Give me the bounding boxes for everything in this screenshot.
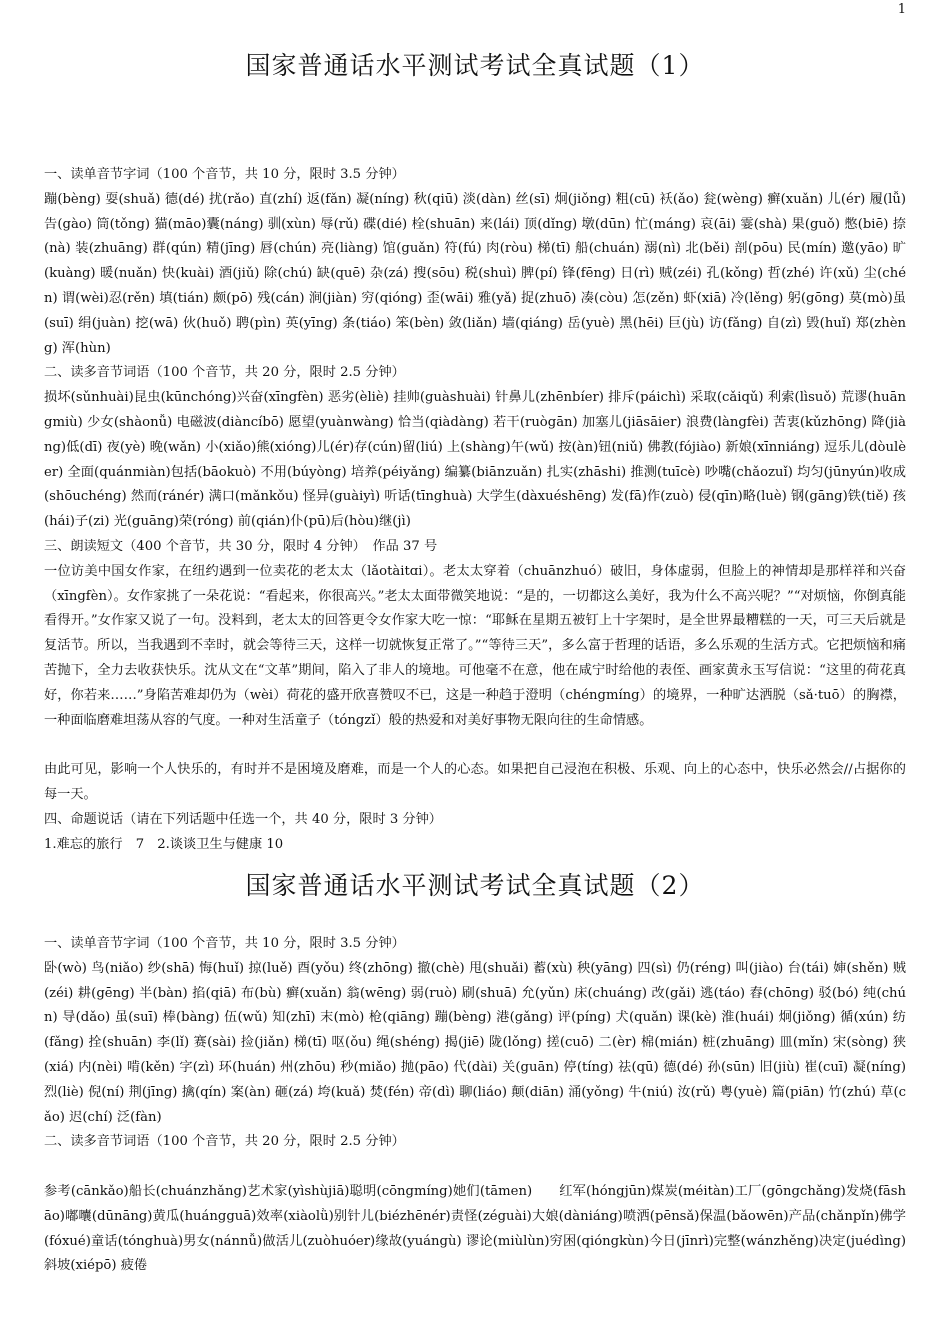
exam-1-body [44,163,906,857]
paragraph-gap [44,1155,906,1180]
paragraph-gap [44,733,906,758]
exam-2-body [44,932,906,1279]
exam-1-section-3-passage-end: 由此可见，影响一个人快乐的，有时并不是困境及磨难，而是一个人的心态。如果把自己浸泡在积极、乐观、向上的心态中，快乐必然会//占据你的每一天。 [44,762,906,802]
exam-1-section-3-heading: 三、朗读短文（400 个音节，共 30 分，限时 4 分钟） 作品 37 号 [44,538,438,554]
page-number: 1 [897,2,906,17]
exam-1-section-2-words: 损坏(sǔnhuài)昆虫(kūnchóng)兴奋(xīngfèn) 恶劣(èliè) 挂帅(guàshuài) 针鼻儿(zhēnbíer) 排斥(páichì) 采取(cǎiqǔ) 利索(lìsuǒ) 荒谬(huāngmiù) 少女(shàonǚ) 电磁波(diàncíbō) 愿望(yuànwàng) 恰当(qiàdàng) 若干(ruògān) 加塞儿(jiāsāier) 浪费(làngfèi) 苦衷(kǔzhōng) 降(jiàng)低(dī) 夜(yè) 晚(wǎn) 小(xiǎo)熊(xióng)儿(ér)存(cún)留(liú) 上(shàng)午(wǔ) 按(àn)钮(niǔ) 佛教(fójiào) 新娘(xīnniáng) 逗乐儿(dòulèer) 全面(quánmiàn)包括(bāokuò) 不用(búyòng) 培养(péiyǎng) 编纂(biānzuǎn) 扎实(zhāshi) 推测(tuīcè) 吵嘴(chǎozuǐ) 均匀(jūnyún)收成(shōuchéng) 然而(ránér) 满口(mǎnkǒu) 怪异(guàiyì) 听话(tīnghuà) 大学生(dàxuéshēng) 发(fā)作(zuò) 侵(qīn)略(luè) 钢(gāng)铁(tiě) 孩(hái)子(zi) 光(guāng)荣(róng) 前(qián)仆(pū)后(hòu)继(jì) [44,390,906,530]
exam-2-section-2-words: 参考(cānkǎo)船长(chuánzhǎng)艺术家(yìshùjiā)聪明(cōngmíng)她们(tāmen) 红军(hóngjūn)煤炭(méitàn)工厂(gōngchǎng)发烧(fāshāo)嘟囔(dūnāng)黄瓜(huángguā)效率(xiàolǜ)别针儿(biézhēnér)责怪(zéguài)大娘(dàniáng)喷洒(pēnsǎ)保温(bǎowēn)产品(chǎnpǐn)佛学(fóxué)童话(tónghuà)男女(nánnǚ)做活儿(zuòhuóer)缘故(yuángù) 谬论(miùlùn)穷困(qióngkùn)今日(jīnrì)完整(wánzhěng)决定(juédìng)斜坡(xiépō) 疲倦 [44,1183,906,1274]
exam-1-section-4-heading: 四、命题说话（请在下列话题中任选一个，共 40 分，限时 3 分钟） [44,811,442,827]
exam-2-section-1-heading: 一、读单音节字词（100 个音节，共 10 分，限时 3.5 分钟） [44,936,405,951]
exam-1-section-2-heading: 二、读多音节词语（100 个音节，共 20 分，限时 2.5 分钟） [44,365,405,381]
exam-1-section-1-words: 蹦(bèng) 耍(shuǎ) 德(dé) 扰(rǎo) 直(zhí) 返(fǎn) 凝(níng) 秋(qiū) 淡(dàn) 丝(sī) 炯(jiǒng) 粗(cū) 袄(ǎo) 瓮(wèng) 癣(xuǎn) 儿(ér) 履(lǚ) 告(gào) 筒(tǒng) 猫(māo)囊(náng) 驯(xùn) 辱(rǔ) 碟(dié) 栓(shuān) 来(lái) 顶(dǐng) 墩(dūn) 忙(máng) 哀(āi) 霎(shà) 果(guǒ) 憋(biē) 捺(nà) 装(zhuāng) 群(qún) 精(jīng) 唇(chún) 亮(liàng) 馆(guǎn) 符(fú) 肉(ròu) 梯(tī) 船(chuán) 溺(nì) 北(běi) 剖(pōu) 民(mín) 邀(yāo) 旷(kuàng) 暖(nuǎn) 快(kuài) 酒(jiǔ) 除(chú) 缺(quē) 杂(zá) 搜(sōu) 税(shuì) 脾(pí) 锋(fēng) 日(rì) 贼(zéi) 孔(kǒng) 哲(zhé) 许(xǔ) 尘(chén) 谓(wèi)忍(rěn) 填(tián) 颇(pō) 残(cán) 涧(jiàn) 穷(qióng) 歪(wāi) 雅(yǎ) 捉(zhuō) 凑(còu) 怎(zěn) 虾(xiā) 冷(lěng) 躬(gōng) 莫(mò)虽(suī) 绢(juàn) 挖(wā) 伙(huǒ) 聘(pìn) 英(yīng) 条(tiáo) 笨(bèn) 敛(liǎn) 墙(qiáng) 岳(yuè) 黑(hēi) 巨(jù) 访(fǎng) 自(zì) 毁(huǐ) 郑(zhèng) 浑(hùn) [44,191,906,356]
exam-2-section-1-words: 卧(wò) 鸟(niǎo) 纱(shā) 悔(huǐ) 掠(luě) 酉(yǒu) 终(zhōng) 撤(chè) 甩(shuǎi) 蓄(xù) 秧(yāng) 四(sì) 仍(réng) 叫(jiào) 台(tái) 婶(shěn) 贼(zéi) 耕(gēng) 半(bàn) 掐(qiā) 布(bù) 癣(xuǎn) 翁(wēng) 弱(ruò) 刷(shuā) 允(yǔn) 床(chuáng) 改(gǎi) 逃(táo) 舂(chōng) 驳(bó) 纯(chún) 导(dǎo) 虽(suī) 棒(bàng) 伍(wǔ) 知(zhī) 末(mò) 枪(qiāng) 蹦(bèng) 港(gǎng) 评(píng) 犬(quǎn) 课(kè) 淮(huái) 炯(jiǒng) 循(xún) 纺(fǎng) 拴(shuān) 李(lǐ) 赛(sài) 捡(jiǎn) 梯(tī) 呕(ǒu) 绳(shéng) 揭(jiē) 陇(lǒng) 搓(cuō) 二(èr) 棉(mián) 桩(zhuāng) 皿(mǐn) 宋(sòng) 狭(xiá) 内(nèi) 啃(kěn) 字(zì) 环(huán) 州(zhōu) 秒(miǎo) 抛(pāo) 代(dài) 关(guān) 停(tíng) 祛(qū) 德(dé) 孙(sūn) 旧(jiù) 崔(cuī) 凝(níng) 烈(liè) 倪(ní) 荆(jīng) 擒(qín) 案(àn) 砸(zá) 垮(kuǎ) 焚(fén) 帝(dì) 聊(liáo) 颠(diān) 涌(yǒng) 牛(niú) 汝(rǔ) 粤(yuè) 篇(piān) 竹(zhú) 草(cǎo) 迟(chí) 泛(fàn) [44,960,906,1125]
exam-1-section-1-heading: 一、读单音节字词（100 个音节，共 10 分，限时 3.5 分钟） [44,167,405,182]
exam-1-section-3-passage: 一位访美中国女作家，在纽约遇到一位卖花的老太太（lǎotàitɑi）。老太太穿着（chuānzhuó）破旧，身体虚弱，但脸上的神情却是那样祥和兴奋（xīngfèn）。女作家挑了一朵花说：“看起来，你很高兴。”老太太面带微笑地说：“是的，一切都这么美好，我为什么不高兴呢？”“对烦恼，你倒真能看得开。”女作家又说了一句。没料到，老太太的回答更令女作家大吃一惊：“耶稣在星期五被钉上十字架时，是全世界最糟糕的一天，可三天后就是复活节。所以，当我遇到不幸时，就会等待三天，这样一切就恢复正常了。”“等待三天”，多么富于哲理的话语，多么乐观的生活方式。它把烦恼和痛苦抛下，全力去收获快乐。沈从文在“文革”期间，陷入了非人的境地。可他毫不在意，他在咸宁时给他的表侄、画家黄永玉写信说：“这里的荷花真好，你若来……”身陷苦难却仍为（wèi）荷花的盛开欣喜赞叹不已，这是一种趋于澄明（chéngmíng）的境界，一种旷达洒脱（sǎ·tuō）的胸襟，一种面临磨难坦荡从容的气度。一种对生活童子（tóngzǐ）般的热爱和对美好事物无限向往的生命情感。 [44,563,906,728]
exam-1-title: 国家普通话水平测试考试全真试题（1） [245,51,705,80]
exam-1-section-4-topics: 1.难忘的旅行 7 2.谈谈卫生与健康 10 [44,836,284,852]
exam-2-title: 国家普通话水平测试考试全真试题（2） [245,871,705,900]
exam-2-section-2-heading: 二、读多音节词语（100 个音节，共 20 分，限时 2.5 分钟） [44,1134,405,1150]
